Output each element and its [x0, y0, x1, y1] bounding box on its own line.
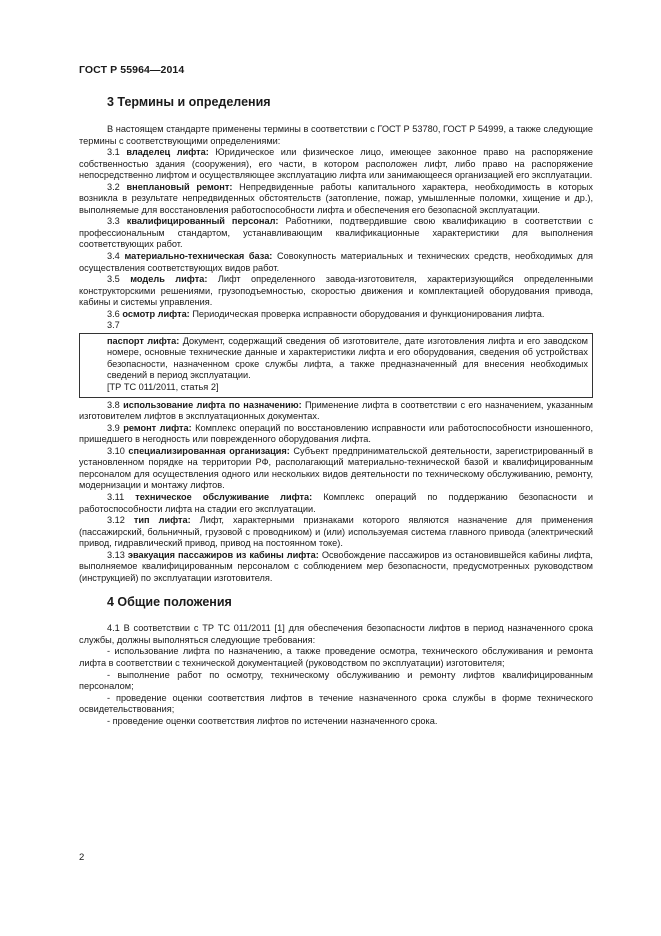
term-definition: Документ, содержащий сведения об изготовителе, дате изготовления лифта и его заводском номере, основные технические данные и характеристики лифта и его оборудования, сведения об устройствах безопасности, назначенном сроке службы лифта, а также предназначенный для внесения необходимых сведений в период эксплуатации.: [107, 335, 588, 381]
term-title: модель лифта:: [130, 274, 208, 285]
term-definition: Лифт определенного завода-изготовителя, характеризующийся определенными конструкторскими решениями, грузоподъемностью, скоростью движения и комплектацией оборудования привода, кабины и системы управления.: [79, 274, 593, 308]
page-number: 2: [79, 852, 85, 863]
page-content: [79, 88, 593, 727]
term-title: использование лифта по назначению:: [123, 399, 302, 410]
term-title: эвакуация пассажиров из кабины лифта:: [127, 549, 319, 560]
term-number: 3.12: [107, 515, 125, 526]
term-3-7-box: [79, 333, 593, 398]
term-definition: Непредвиденные работы капитального характера, необходимость в которых возникла в результате непредвиденных обстоятельств (затопление, пожар, умышленные поломки, хищение и др.), выполняемые для восстановления работоспособности лифта и обеспечения его безопасной эксплуатации.: [79, 181, 594, 215]
term-definition: Лифт, характерными признаками которого являются назначение для применения (пассажирский, больничный, грузовой с проводником) и (или) используемая система главного привода (электрический привод, гидравлический привод, привод на постоянном токе).: [79, 515, 594, 549]
term-3-3: [79, 216, 593, 251]
term-title: владелец лифта:: [126, 147, 209, 158]
term-definition: Юридическое или физическое лицо, имеющее законное право на распоряжение собственностью здания (сооружения), его части, в котором расположен лифт, либо право на распоряжение непосредственно лифтом и осуществляющее эксплуатацию лифта или занимающееся организацией его эксплуатации.: [79, 147, 593, 181]
term-number: 3.5: [107, 274, 120, 285]
term-number: 3.1: [107, 147, 120, 158]
term-definition: Периодическая проверка исправности оборудования и функционирования лифта.: [192, 308, 545, 319]
term-3-7: [107, 336, 588, 382]
term-3-1: [79, 147, 593, 182]
term-definition: Работники, подтвердившие свою квалификацию в соответствии с профессиональным стандартом, устанавливающим квалификационные характеристики для выполнения соответствующих работ.: [79, 216, 593, 250]
term-title: квалифицированный персонал:: [126, 216, 279, 227]
section-4-title: 4 Общие положения: [107, 595, 232, 610]
term-number: 3.6: [107, 308, 120, 319]
term-3-9: [79, 423, 593, 446]
list-item: - проведение оценки соответствия лифтов в течение назначенного срока службы в форме технического освидетельствования;: [79, 692, 593, 715]
term-number: 3.11: [107, 491, 125, 502]
term-3-10: [79, 446, 593, 492]
term-3-2: [79, 182, 593, 217]
term-3-13: [79, 550, 593, 585]
term-number: 3.13: [107, 549, 125, 560]
term-definition: Освобождение пассажиров из остановившейся кабины лифта, выполняемое квалифицированным персоналом с соблюдением мер безопасности, предусмотренных руководством (инструкцией) по эксплуатации изготовителя.: [79, 549, 593, 583]
list-item: - проведение оценки соответствия лифтов по истечении назначенного срока.: [107, 715, 438, 726]
section-3-intro: В настоящем стандарте применены термины в соответствии с ГОСТ Р 53780, ГОСТ Р 54999, а также следующие термины с соответствующими определениями:: [79, 124, 593, 146]
term-title: ремонт лифта:: [123, 422, 192, 433]
clause-4-1: 4.1 В соответствии с ТР ТС 011/2011 [1] для обеспечения безопасности лифтов в период назначенного срока службы, должны выполняться следующие требования:: [79, 623, 593, 645]
term-title: тип лифта:: [133, 515, 191, 526]
term-3-5: [79, 274, 593, 309]
term-number: 3.9: [107, 422, 120, 433]
term-3-4: [79, 251, 593, 274]
term-title: материально-техническая база:: [124, 251, 273, 262]
term-definition: Субъект предпринимательской деятельности, зарегистрированный в установленном порядке на территории РФ, располагающий материально-технической базой и квалифицированным персоналом для осуществления одного или нескольких видов деятельности по техническому обслуживанию, ремонту, модернизации и монтажу лифтов.: [79, 445, 593, 491]
term-number: 3.8: [107, 399, 120, 410]
term-3-7-source: [ТР ТС 011/2011, статья 2]: [107, 382, 219, 393]
term-number: 3.3: [107, 216, 120, 227]
term-title: техническое обслуживание лифта:: [135, 491, 313, 502]
term-title: паспорт лифта:: [107, 335, 180, 346]
document-header: ГОСТ Р 55964—2014: [79, 64, 185, 76]
term-title: внеплановый ремонт:: [126, 181, 233, 192]
term-number: 3.4: [107, 251, 120, 262]
term-3-8: [79, 400, 593, 423]
list-item: - использование лифта по назначению, а также проведение осмотра, технического обслуживания и ремонта лифта в соответствии с технической документацией (руководством по эксплуатации) изготовителя;: [79, 646, 593, 668]
term-3-11: [79, 492, 593, 515]
section-3-title: 3 Термины и определения: [107, 95, 271, 109]
term-number: 3.10: [107, 445, 125, 456]
term-title: специализированная организация:: [128, 445, 290, 456]
term-3-7-number: 3.7: [107, 320, 120, 331]
list-item: - выполнение работ по осмотру, техническому обслуживанию и ремонту лифтов квалифицированным персоналом;: [79, 669, 593, 692]
term-definition: Комплекс операций по восстановлению исправности или работоспособности изношенного, пришедшего в негодность или поврежденного оборудования лифта.: [79, 422, 593, 445]
term-definition: Комплекс операций по поддержанию безопасности и работоспособности лифта на стадии его эксплуатации.: [79, 491, 593, 514]
term-number: 3.2: [107, 181, 120, 192]
term-3-6: [79, 309, 593, 321]
term-title: осмотр лифта:: [122, 308, 190, 319]
term-definition: Применение лифта в соответствии с его назначением, указанным изготовителем лифтов в эксплуатационных документах.: [79, 399, 593, 422]
term-3-12: [79, 515, 593, 550]
term-definition: Совокупность материальных и технических средств, необходимых для осуществления соответствующих видов работ.: [79, 251, 593, 273]
